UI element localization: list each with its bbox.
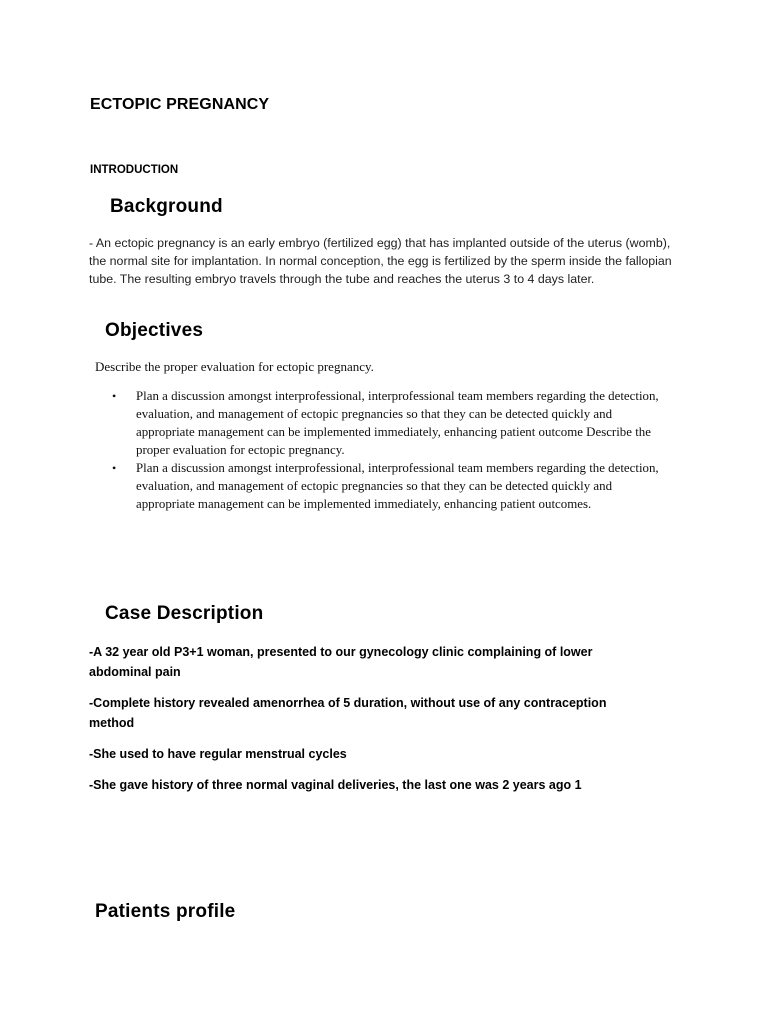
objectives-lead: Describe the proper evaluation for ectopic pregnancy.	[95, 359, 374, 374]
objectives-list	[110, 387, 670, 513]
case-description-heading: Case Description	[105, 603, 264, 624]
bullet-icon: •	[112, 461, 117, 475]
bullet-icon: •	[112, 389, 117, 403]
case-line: -A 32 year old P3+1 woman, presented to our gynecology clinic complaining of lower abdominal pain	[89, 645, 593, 679]
objectives-heading: Objectives	[105, 320, 204, 341]
background-paragraph: - An ectopic pregnancy is an early embryo (fertilized egg) that has implanted outside of the uterus (womb), the normal site for implantation. In normal conception, the egg is fertilized by the sperm inside the fallopian tube. The resulting embryo travels through the tube and reaches the uterus 3 to 4 days later.	[89, 236, 672, 286]
list-item	[110, 459, 670, 513]
list-item	[110, 387, 670, 459]
list-item-text: Plan a discussion amongst interprofessional, interprofessional team members regarding the detection, evaluation, and management of ectopic pregnancies so that they can be detected quickly and appropriate management can be implemented immediately, enhancing patient outcome Describe the proper evaluation for ectopic pregnancy.	[136, 389, 659, 457]
document-title: ECTOPIC PREGNANCY	[90, 96, 270, 113]
background-heading: Background	[110, 196, 223, 217]
case-description-body	[89, 642, 649, 806]
case-line: -She gave history of three normal vaginal deliveries, the last one was 2 years ago 1	[89, 778, 582, 792]
introduction-label: INTRODUCTION	[90, 164, 179, 176]
list-item-text: Plan a discussion amongst interprofessional, interprofessional team members regarding the detection, evaluation, and management of ectopic pregnancies so that they can be detected quickly and appropriate management can be implemented immediately, enhancing patient outcomes.	[136, 461, 659, 511]
case-line: -She used to have regular menstrual cycles	[89, 747, 347, 761]
patients-profile-heading: Patients profile	[95, 901, 236, 922]
case-line: -Complete history revealed amenorrhea of 5 duration, without use of any contraception method	[89, 696, 607, 730]
